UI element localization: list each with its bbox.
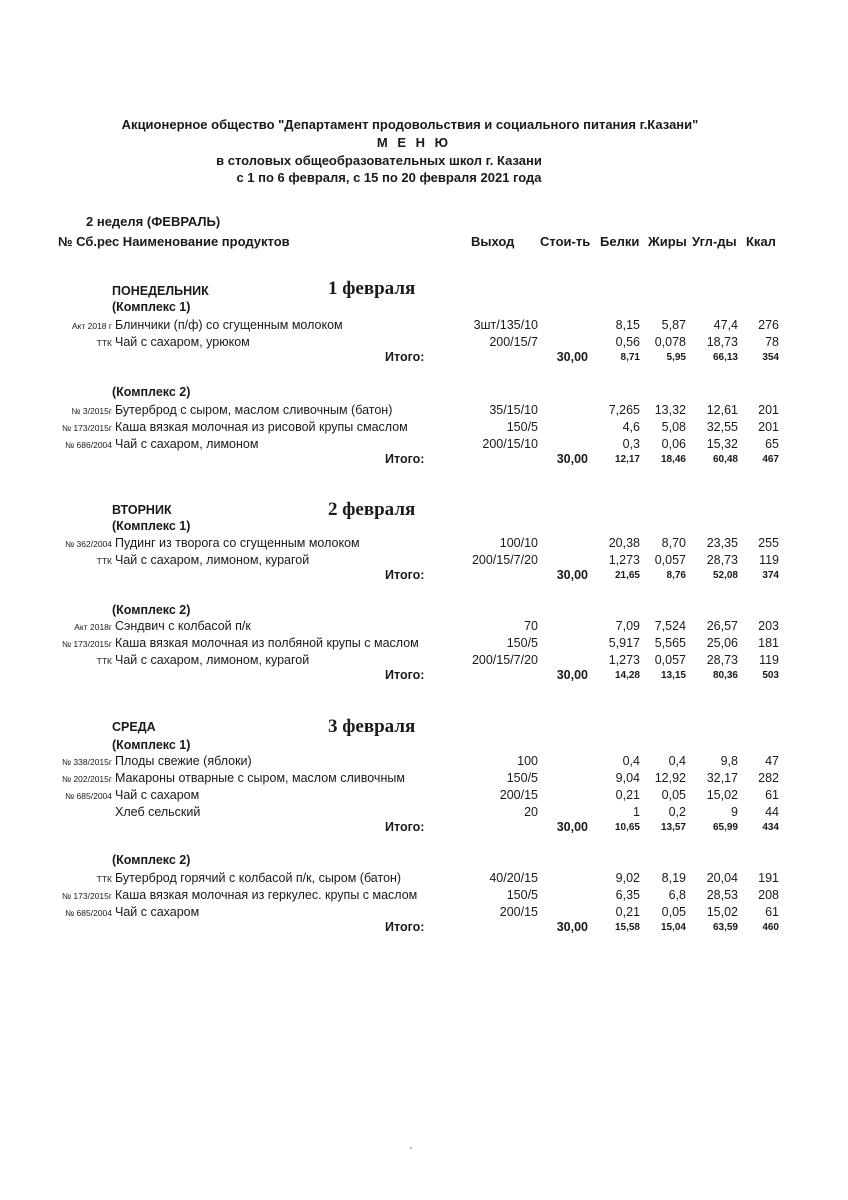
col-header-protein: Белки: [600, 234, 640, 249]
dish-name: Чай с сахаром, урюком: [115, 335, 250, 349]
dish-output: 150/5: [506, 888, 538, 902]
dish-output: 200/15/7: [489, 335, 538, 349]
total-protein: 14,28: [614, 670, 640, 681]
dish-protein: 20,38: [608, 536, 640, 550]
recipe-code: Акт 2018г: [74, 622, 112, 632]
dish-fat: 0,057: [654, 553, 686, 567]
total-fat: 8,76: [666, 570, 686, 581]
recipe-code: № 686/2004: [65, 440, 112, 450]
dish-fat: 0,2: [668, 805, 686, 819]
dish-kcal: 208: [758, 888, 779, 902]
recipe-code: № 173/2015г: [61, 891, 112, 901]
total-protein: 10,65: [614, 822, 640, 833]
total-carbs: 60,48: [712, 454, 738, 465]
dish-output: 150/5: [506, 420, 538, 434]
recipe-code: № 685/2004: [65, 791, 112, 801]
dish-kcal: 119: [759, 653, 779, 667]
dish-kcal: 181: [758, 636, 779, 650]
week-label: 2 неделя (ФЕВРАЛЬ): [86, 214, 221, 229]
dish-name: Каша вязкая молочная из рисовой крупы смаслом: [115, 420, 408, 434]
total-cost: 30,00: [556, 820, 588, 834]
dish-name: Чай с сахаром, лимоном, курагой: [115, 553, 310, 567]
dish-protein: 0,4: [622, 754, 640, 768]
dish-name: Каша вязкая молочная из геркулес. крупы с маслом: [115, 888, 418, 902]
day-date: 3 февраля: [328, 716, 416, 737]
recipe-code: ТТК: [96, 656, 112, 666]
complex-label: (Комплекс 1): [112, 519, 191, 533]
dish-fat: 0,057: [654, 653, 686, 667]
total-carbs: 66,13: [712, 352, 738, 363]
total-carbs: 80,36: [712, 670, 738, 681]
dish-kcal: 78: [765, 335, 779, 349]
recipe-code: ТТК: [96, 338, 112, 348]
dish-protein: 7,09: [615, 619, 640, 633]
total-cost: 30,00: [556, 668, 588, 682]
col-header-kcal: Ккал: [746, 234, 776, 249]
dish-kcal: 44: [765, 805, 779, 819]
dish-output: 70: [524, 619, 538, 633]
dish-name: Пудинг из творога со сгущенным молоком: [115, 536, 360, 550]
total-cost: 30,00: [556, 350, 588, 364]
total-label: Итого:: [385, 350, 425, 364]
dish-output: 150/5: [506, 771, 538, 785]
recipe-code: № 685/2004: [65, 908, 112, 918]
total-cost: 30,00: [556, 452, 588, 466]
dish-protein: 0,21: [615, 905, 640, 919]
recipe-code: № 202/2015г: [61, 774, 112, 784]
total-kcal: 374: [762, 570, 779, 581]
dish-name: Чай с сахаром, лимоном: [115, 437, 259, 451]
dish-output: 150/5: [506, 636, 538, 650]
complex-label: (Комплекс 2): [112, 853, 191, 867]
dish-carbs: 23,35: [706, 536, 738, 550]
dish-kcal: 65: [765, 437, 779, 451]
total-label: Итого:: [385, 820, 425, 834]
col-header-carbs: Угл-ды: [692, 234, 737, 249]
dish-fat: 13,32: [654, 403, 686, 417]
total-label: Итого:: [385, 920, 425, 934]
dish-carbs: 18,73: [706, 335, 738, 349]
dish-kcal: 276: [758, 318, 779, 332]
total-protein: 15,58: [614, 922, 640, 933]
dish-carbs: 15,02: [706, 905, 738, 919]
dish-carbs: 20,04: [706, 871, 738, 885]
dish-output: 200/15/7/20: [471, 553, 538, 567]
col-header-code-name: № Сб.рес Наименование продуктов: [58, 234, 290, 249]
recipe-code: ТТК: [96, 874, 112, 884]
dish-protein: 9,02: [615, 871, 640, 885]
menu-period: с 1 по 6 февраля, с 15 по 20 февраля 2021 года: [236, 170, 542, 185]
recipe-code: № 338/2015г: [61, 757, 112, 767]
dish-name: Чай с сахаром: [115, 905, 200, 919]
total-fat: 13,57: [660, 822, 686, 833]
dish-name: Чай с сахаром: [115, 788, 200, 802]
dish-fat: 7,524: [654, 619, 686, 633]
dish-carbs: 32,17: [706, 771, 738, 785]
dish-fat: 0,05: [661, 905, 686, 919]
total-fat: 15,04: [660, 922, 686, 933]
dish-fat: 0,06: [661, 437, 686, 451]
dish-output: 35/15/10: [489, 403, 538, 417]
day-name: ВТОРНИК: [112, 503, 172, 517]
dish-protein: 5,917: [608, 636, 640, 650]
menu-title: М Е Н Ю: [376, 135, 452, 150]
total-fat: 13,15: [660, 670, 686, 681]
dish-carbs: 15,32: [706, 437, 738, 451]
dish-kcal: 201: [758, 420, 779, 434]
total-fat: 18,46: [660, 454, 686, 465]
complex-label: (Комплекс 1): [112, 300, 191, 314]
dish-protein: 1: [633, 805, 640, 819]
total-carbs: 65,99: [712, 822, 738, 833]
org-title: Акционерное общество "Департамент продовольствия и социального питания г.Казани": [121, 117, 699, 132]
dish-output: 200/15/7/20: [471, 653, 538, 667]
dish-name: Блинчики (п/ф) со сгущенным молоком: [115, 318, 343, 332]
dish-protein: 6,35: [615, 888, 640, 902]
day-date: 2 февраля: [328, 499, 416, 520]
dish-name: Макароны отварные с сыром, маслом сливочным: [115, 771, 405, 785]
dish-carbs: 32,55: [706, 420, 738, 434]
menu-subtitle: в столовых общеобразовательных школ г. Казани: [216, 153, 542, 168]
dish-fat: 6,8: [668, 888, 686, 902]
dish-protein: 7,265: [608, 403, 640, 417]
dish-fat: 0,05: [661, 788, 686, 802]
dish-name: Бутерброд горячий с колбасой п/к, сыром (батон): [115, 871, 402, 885]
dish-kcal: 201: [758, 403, 779, 417]
total-label: Итого:: [385, 568, 425, 582]
dish-output: 200/15: [499, 788, 538, 802]
dish-name: Сэндвич с колбасой п/к: [115, 619, 251, 633]
dish-name: Чай с сахаром, лимоном, курагой: [115, 653, 310, 667]
scan-speck: [410, 1147, 412, 1149]
dish-fat: 5,87: [661, 318, 686, 332]
dish-name: Бутерброд с сыром, маслом сливочным (батон): [115, 403, 393, 417]
dish-output: 40/20/15: [489, 871, 538, 885]
dish-kcal: 47: [765, 754, 779, 768]
dish-protein: 4,6: [622, 420, 640, 434]
recipe-code: № 173/2015г: [61, 423, 112, 433]
dish-kcal: 282: [758, 771, 779, 785]
total-cost: 30,00: [556, 568, 588, 582]
dish-protein: 1,273: [608, 553, 640, 567]
dish-fat: 12,92: [654, 771, 686, 785]
dish-protein: 9,04: [615, 771, 640, 785]
total-carbs: 63,59: [712, 922, 738, 933]
total-carbs: 52,08: [712, 570, 738, 581]
dish-fat: 8,19: [661, 871, 686, 885]
dish-carbs: 25,06: [706, 636, 738, 650]
dish-name: Хлеб сельский: [115, 805, 201, 819]
col-header-fat: Жиры: [648, 234, 687, 249]
total-kcal: 434: [762, 822, 779, 833]
dish-protein: 0,56: [615, 335, 640, 349]
dish-output: 100: [517, 754, 538, 768]
dish-protein: 0,21: [615, 788, 640, 802]
day-name: ПОНЕДЕЛЬНИК: [112, 284, 209, 298]
dish-output: 100/10: [499, 536, 538, 550]
dish-output: 3шт/135/10: [473, 318, 538, 332]
total-label: Итого:: [385, 452, 425, 466]
complex-label: (Комплекс 1): [112, 738, 191, 752]
dish-kcal: 119: [759, 553, 779, 567]
dish-fat: 5,565: [654, 636, 686, 650]
recipe-code: № 362/2004: [65, 539, 112, 549]
recipe-code: ТТК: [96, 556, 112, 566]
recipe-code: № 173/2015г: [61, 639, 112, 649]
dish-carbs: 12,61: [706, 403, 738, 417]
dish-kcal: 255: [758, 536, 779, 550]
total-fat: 5,95: [666, 352, 686, 363]
complex-label: (Комплекс 2): [112, 385, 191, 399]
total-protein: 8,71: [620, 352, 640, 363]
dish-carbs: 9: [731, 805, 738, 819]
day-date: 1 февраля: [328, 278, 416, 299]
dish-output: 200/15/10: [482, 437, 538, 451]
dish-output: 200/15: [499, 905, 538, 919]
day-name: СРЕДА: [112, 720, 156, 734]
dish-carbs: 15,02: [706, 788, 738, 802]
total-kcal: 503: [762, 670, 779, 681]
recipe-code: № 3/2015г: [71, 406, 112, 416]
dish-carbs: 9,8: [720, 754, 738, 768]
dish-fat: 0,4: [668, 754, 686, 768]
total-kcal: 460: [762, 922, 779, 933]
dish-protein: 8,15: [615, 318, 640, 332]
total-cost: 30,00: [556, 920, 588, 934]
dish-output: 20: [524, 805, 538, 819]
dish-carbs: 28,53: [706, 888, 738, 902]
dish-protein: 0,3: [622, 437, 640, 451]
col-header-cost: Стои-ть: [540, 234, 591, 249]
dish-carbs: 28,73: [706, 653, 738, 667]
dish-name: Плоды свежие (яблоки): [115, 754, 252, 768]
total-kcal: 467: [762, 454, 779, 465]
dish-carbs: 26,57: [706, 619, 738, 633]
col-header-output: Выход: [471, 234, 515, 249]
dish-kcal: 203: [758, 619, 779, 633]
complex-label: (Комплекс 2): [112, 603, 191, 617]
dish-kcal: 191: [758, 871, 779, 885]
dish-fat: 0,078: [654, 335, 686, 349]
dish-kcal: 61: [765, 788, 779, 802]
total-protein: 21,65: [614, 570, 640, 581]
dish-kcal: 61: [765, 905, 779, 919]
total-label: Итого:: [385, 668, 425, 682]
dish-carbs: 28,73: [706, 553, 738, 567]
dish-name: Каша вязкая молочная из полбяной крупы с маслом: [115, 636, 419, 650]
dish-carbs: 47,4: [713, 318, 738, 332]
dish-protein: 1,273: [608, 653, 640, 667]
dish-fat: 5,08: [661, 420, 686, 434]
total-protein: 12,17: [614, 454, 640, 465]
dish-fat: 8,70: [661, 536, 686, 550]
recipe-code: Акт 2018 г: [71, 321, 112, 331]
total-kcal: 354: [762, 352, 779, 363]
